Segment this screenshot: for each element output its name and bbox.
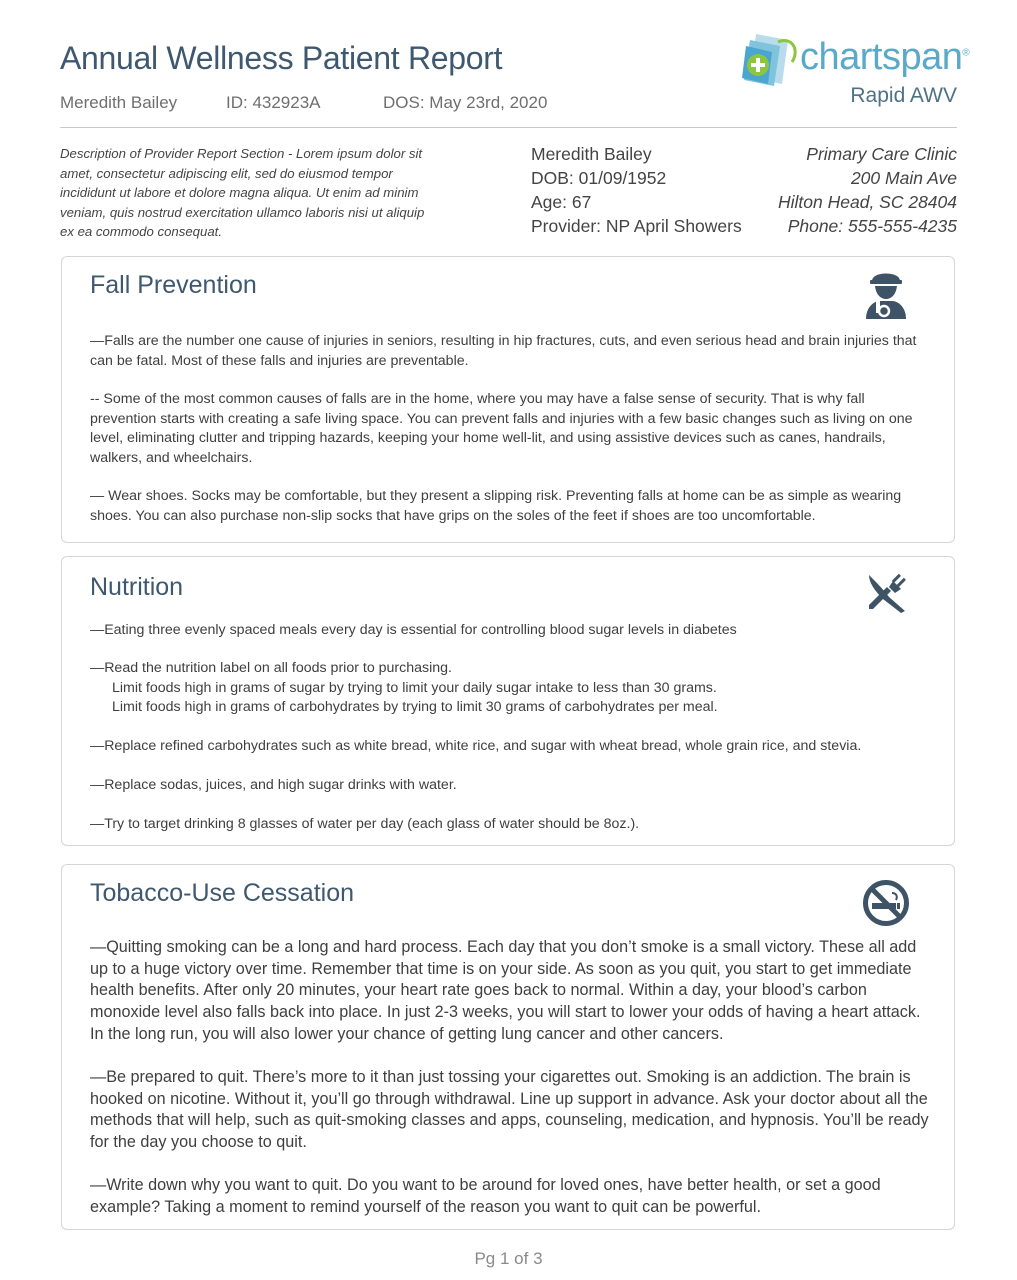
patient-provider: Provider: NP April Showers — [531, 216, 742, 236]
logo-subtitle: Rapid AWV — [850, 84, 957, 107]
header-patient-name: Meredith Bailey — [60, 93, 178, 112]
header-dos: DOS: May 23rd, 2020 — [383, 93, 548, 112]
report-title: Annual Wellness Patient Report — [60, 40, 503, 76]
nutrition-paragraph-5: —Try to target drinking 8 glasses of water per day (each glass of water should be 8oz.). — [90, 816, 640, 832]
tobacco-paragraph-2: —Be prepared to quit. There’s more to it than just tossing your cigarettes out. Smoking is an addiction. The brain is hooked on nicotine. Without it, you’ll go through withdrawal. Line up support in advance. Ask your doctor about all the methods that will help, such as quit-smoking classes and apps, counseling, medication, and hypnosis. You’ll be ready for the day you choose to quit. — [90, 1068, 929, 1152]
chartspan-logo-icon — [742, 32, 800, 88]
clinic-info — [778, 142, 957, 238]
fall-prevention-paragraph-2: -- Some of the most common causes of falls are in the home, where you may have a false sense of security. That is why fall prevention starts with creating a safe living space. You can prevent falls and injuries with a few basic changes such as living on one level, eliminating clutter and tripping hazards, keeping your home well-lit, and using assistive devices such as canes, handrails, walkers, and wheelchairs. — [90, 391, 913, 466]
patient-name: Meredith Bailey — [531, 144, 652, 164]
patient-dob: DOB: 01/09/1952 — [531, 168, 667, 188]
nutrition-paragraph-4: —Replace sodas, juices, and high sugar drinks with water. — [90, 777, 457, 793]
logo-wordmark: chartspan® — [800, 36, 970, 78]
tobacco-paragraph-3: —Write down why you want to quit. Do you want to be around for loved ones, have better health, or set a good example? Taking a moment to remind yourself of the reason you want to quit can be powerful. — [90, 1176, 881, 1216]
patient-age: Age: 67 — [531, 192, 592, 212]
nutrition-paragraph-1: —Eating three evenly spaced meals every day is essential for controlling blood sugar levels in diabetes — [90, 622, 737, 638]
worker-icon — [862, 267, 910, 319]
fall-prevention-paragraph-1: —Falls are the number one cause of injuries in seniors, resulting in hip fractures, cuts, and even serious head and brain injuries that can be fatal. Most of these falls and injuries are preventable. — [90, 333, 917, 369]
tobacco-cessation-title: Tobacco-Use Cessation — [90, 879, 355, 907]
fall-prevention-title: Fall Prevention — [90, 271, 257, 299]
fall-prevention-card — [61, 256, 955, 543]
header-divider — [60, 127, 957, 128]
nutrition-title: Nutrition — [90, 573, 184, 601]
nutrition-carb-limit: Limit foods high in grams of carbohydrates by trying to limit 30 grams of carbohydrates per meal. — [112, 699, 718, 715]
nutrition-card — [61, 556, 955, 846]
tobacco-cessation-card — [61, 864, 955, 1230]
nutrition-paragraph-2: —Read the nutrition label on all foods prior to purchasing. — [90, 660, 452, 676]
page-number: Pg 1 of 3 — [474, 1249, 543, 1268]
clinic-city: Hilton Head, SC 28404 — [778, 192, 957, 212]
clinic-address: 200 Main Ave — [850, 168, 957, 188]
header-patient-id: ID: 432923A — [226, 93, 321, 112]
nutrition-paragraph-3: —Replace refined carbohydrates such as white bread, white rice, and sugar with wheat bread, whole grain rice, and stevia. — [90, 738, 862, 754]
no-smoking-icon — [862, 879, 910, 927]
clinic-name: Primary Care Clinic — [806, 144, 957, 164]
clinic-phone: Phone: 555-555-4235 — [787, 216, 957, 236]
utensils-icon — [865, 571, 911, 613]
nutrition-sugar-limit: Limit foods high in grams of sugar by trying to limit your daily sugar intake to less than 30 grams. — [112, 680, 717, 696]
provider-report-description: Description of Provider Report Section - Lorem ipsum dolor sit amet, consectetur adipiscing elit, sed do eiusmod tempor incididunt ut labore et dolore magna aliqua. Ut enim ad minim veniam, quis nostrud exercitation ullamco laboris nisi ut aliquip ex ea commodo consequat. — [60, 146, 425, 239]
tobacco-paragraph-1: —Quitting smoking can be a long and hard process. Each day that you don’t smoke is a small victory. These all add up to a huge victory over time. Remember that time is on your side. As soon as you quit, you start to get immediate health benefits. After only 20 minutes, your heart rate goes back to normal. Within a day, your blood’s carbon monoxide level also falls back into place. In just 2-3 weeks, you will start to lower your odds of having a heart attack. In the long run, you will also lower your chance of getting lung cancer and other cancers. — [90, 938, 921, 1043]
patient-info — [531, 142, 742, 238]
fall-prevention-paragraph-3: — Wear shoes. Socks may be comfortable, but they present a slipping risk. Preventing falls at home can be as simple as wearing shoes. You can also purchase non-slip socks that have grips on the soles of the feet if shoes are too uncomfortable. — [90, 488, 902, 524]
